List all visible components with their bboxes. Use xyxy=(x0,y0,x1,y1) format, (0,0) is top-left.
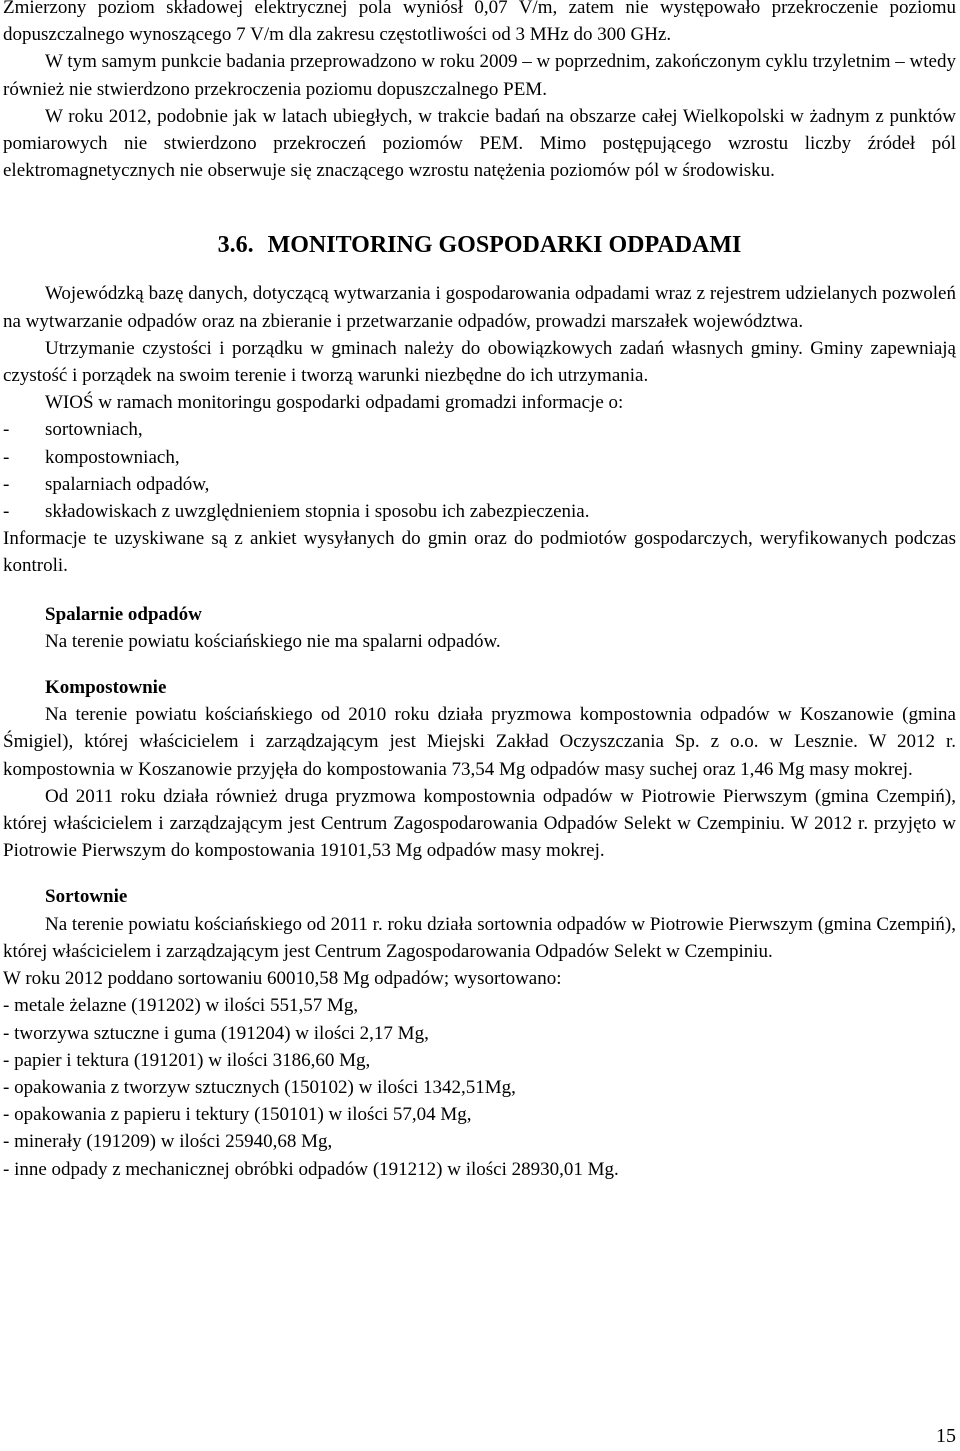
section-heading xyxy=(3,230,956,260)
list-item: - inne odpady z mechanicznej obróbki odpadów (191212) w ilości 28930,01 Mg. xyxy=(3,1158,619,1180)
list-item: - papier i tektura (191201) w ilości 3186,60 Mg, xyxy=(3,1049,371,1071)
section-paragraph-4: Informacje te uzyskiwane są z ankiet wysyłanych do gmin oraz do podmiotów gospodarczych, weryfikowanych podczas kontroli. xyxy=(3,528,956,577)
page-number: 15 xyxy=(936,1425,956,1447)
sortownie-paragraph-2: W roku 2012 poddano sortowaniu 60010,58 Mg odpadów; wysortowano: xyxy=(3,968,562,990)
list-item: - minerały (191209) w ilości 25940,68 Mg, xyxy=(3,1131,333,1153)
spalarnie-heading: Spalarnie odpadów xyxy=(45,603,202,625)
list-dash: - xyxy=(3,501,10,523)
kompostownie-paragraph-2: Od 2011 roku działa również druga pryzmowa kompostownia odpadów w Piotrowie Pierwszym (gmina Czempiń), której właścicielem i zarządzającym jest Centrum Zagospodarowania Odpadów Selekt w Czempiniu. W 2012 r. przyjęto w Piotrowie Pierwszym do kompostowania 19101,53 Mg odpadów masy mokrej. xyxy=(3,785,956,862)
section-paragraph-2: Utrzymanie czystości i porządku w gminach należy do obowiązkowych zadań własnych gminy. Gminy zapewniają czystość i porządek na swoim terenie i tworzą warunki niezbędne do ich utrzymania. xyxy=(3,337,956,387)
list-item: - spalarniach odpadów, xyxy=(3,471,956,498)
section-paragraph-3: WIOŚ w ramach monitoringu gospodarki odpadami gromadzi informacje o: xyxy=(45,392,624,414)
kompostownie-heading: Kompostownie xyxy=(45,677,167,699)
section-paragraph-1: Wojewódzką bazę danych, dotyczącą wytwarzania i gospodarowania odpadami wraz z rejestrem udzielanych pozwoleń na wytwarzanie odpadów oraz na zbieranie i przetwarzanie odpadów, prowadzi marszałek województwa. xyxy=(3,283,956,332)
monitoring-list xyxy=(3,416,956,525)
intro-paragraph-1: Zmierzony poziom składowej elektrycznej pola wyniósł 0,07 V/m, zatem nie występowało przekroczenie poziomu dopuszczalnego wynoszącego 7 V/m dla zakresu częstotliwości od 3 MHz do 300 GHz. xyxy=(3,0,956,46)
sorted-waste-list xyxy=(3,992,956,1182)
list-item: - opakowania z tworzyw sztucznych (150102) w ilości 1342,51Mg, xyxy=(3,1076,516,1098)
list-item: - kompostowniach, xyxy=(3,444,956,471)
spalarnie-paragraph: Na terenie powiatu kościańskiego nie ma spalarni odpadów. xyxy=(45,630,501,652)
intro-block xyxy=(3,0,956,184)
intro-paragraph-3: W roku 2012, podobnie jak w latach ubiegłych, w trakcie badań na obszarze całej Wielkopolski w żadnym z punktów pomiarowych nie stwierdzono przekroczeń poziomów PEM. Mimo postępującego wzrostu liczby źródeł pól elektromagnetycznych nie obserwuje się znaczącego wzrostu natężenia poziomów pól w środowisku. xyxy=(3,105,956,182)
list-dash: - xyxy=(3,446,10,468)
list-item: - składowiskach z uwzględnieniem stopnia i sposobu ich zabezpieczenia. xyxy=(3,498,956,525)
kompostownie-paragraph-1: Na terenie powiatu kościańskiego od 2010 roku działa pryzmowa kompostownia odpadów w Koszanowie (gmina Śmigiel), której właścicielem i zarządzającym jest Miejski Zakład Oczyszczania Sp. z o.o. w Lesznie. W 2012 r. kompostownia w Koszanowie przyjęła do kompostowania 73,54 Mg odpadów masy suchej oraz 1,46 Mg masy mokrej. xyxy=(3,704,956,780)
section-number: 3.6. xyxy=(217,232,254,259)
list-dash: - xyxy=(3,419,10,441)
list-item: - opakowania z papieru i tektury (150101) w ilości 57,04 Mg, xyxy=(3,1104,472,1126)
list-item: - metale żelazne (191202) w ilości 551,57 Mg, xyxy=(3,995,359,1017)
list-item: - sortowniach, xyxy=(3,416,956,443)
sortownie-paragraph-1: Na terenie powiatu kościańskiego od 2011 r. roku działa sortownia odpadów w Piotrowie Pierwszym (gmina Czempiń), której właścicielem i zarządzającym jest Centrum Zagospodarowania Odpadów Selekt w Czempiniu. xyxy=(3,913,956,962)
sortownie-heading: Sortownie xyxy=(45,886,128,908)
list-item: - tworzywa sztuczne i guma (191204) w ilości 2,17 Mg, xyxy=(3,1022,429,1044)
section-title: MONITORING GOSPODARKI ODPADAMI xyxy=(267,232,742,259)
intro-paragraph-2: W tym samym punkcie badania przeprowadzono w roku 2009 – w poprzednim, zakończonym cyklu trzyletnim – wtedy również nie stwierdzono przekroczenia poziomu dopuszczalnego PEM. xyxy=(3,51,956,100)
list-dash: - xyxy=(3,473,10,495)
